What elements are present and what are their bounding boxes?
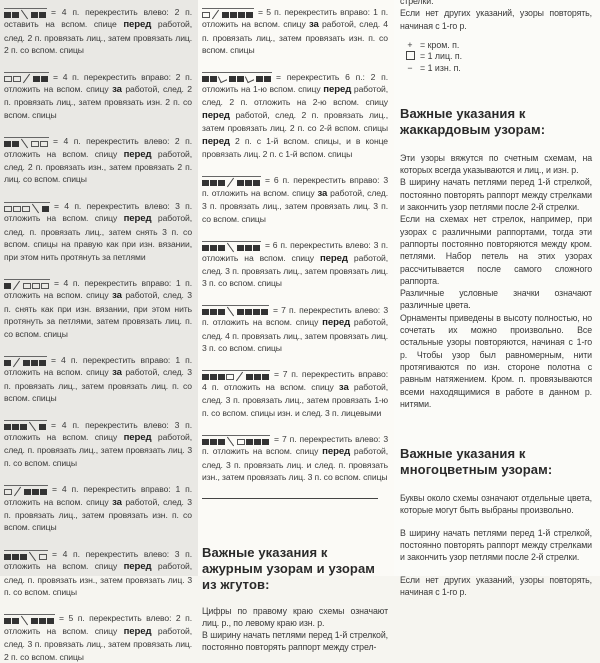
entry-text: = 4 п. перекрестить вправо: 1 п. отложить на вспом. спицу	[4, 354, 192, 378]
jacquard-paragraph: Если на схемах нет стрелок, например, при узорах с различными раппортами, тогда эти раппорты постоянно повторяются между кром. петлями. Набор петель на этих узорах рассчитывается после самого сложного раппорта.	[400, 214, 592, 286]
symbol-legend	[404, 40, 592, 74]
entry-text: работой, след. 3 п. провязать лиц. и след. п. провязать изн., затем провязать лиц. 3 п. со вспом. спицы	[202, 446, 389, 483]
emphasis-text: перед	[323, 84, 352, 96]
entry-text: работой, след. 4 п. провязать лиц., затем провязать лиц. 3 п. со вспом. спицы	[202, 317, 389, 353]
repeat-paragraph: Если нет других указаний, узоры повторять, начиная с 1-го р.	[400, 8, 592, 31]
jacquard-paragraph: Эти узоры вяжутся по счетным схемам, на которых всегда указываются и лиц., и изн. р.	[400, 152, 592, 176]
legend-row-knit	[404, 51, 592, 63]
entry-text: работой, след. 3 п. провязать лиц., затем провязать изн. п. со вспом. спицы	[4, 496, 192, 533]
entry-text: = 7 п. перекрестить влево: 3 п. отложить на вспом. спицу	[202, 433, 388, 457]
entry-text: = 6 п. перекрестить влево: 3 п. отложить на вспом. спицу	[202, 240, 388, 263]
emphasis-text: за	[112, 84, 122, 96]
entry-text: работой, след. 3 п. провязать лиц., затем провязать 1-ю п. со вспом. спицы изн. и след. 3 п. лицевыми	[202, 381, 388, 418]
entry-text: = 4 п. перекрестить вправо: 2 п. отложить на вспом. спицу	[4, 71, 192, 95]
cable-symbol-icon	[202, 176, 261, 186]
emphasis-text: за	[112, 367, 122, 379]
entry-text: работой, след. п. провязать лиц., затем снять 3 п. со вспом. спицы на правую как при изн. вязании, при этом нить протянуть за петлями	[4, 213, 192, 262]
entry-text: = 4 п. перекрестить влево: 3 п. отложить на вспом. спицу	[4, 419, 192, 442]
plus-icon: +	[407, 39, 413, 50]
cable-entry	[202, 71, 388, 161]
square-icon	[404, 51, 416, 63]
emphasis-text: перед	[123, 213, 152, 225]
entry-text: = 7 п. перекрестить влево: 3 п. отложить на вспом. спицу	[202, 304, 388, 328]
emphasis-text: перед	[123, 19, 152, 31]
entry-text: работой, след. п. провязать изн., затем провязать лиц. 3 п. со вспом. спицы	[4, 561, 192, 598]
right-column	[394, 0, 600, 597]
entry-text: работой, след. 3 п. провязать лиц., затем провязать лиц. 3 п. со вспом. спицы	[202, 252, 388, 289]
cable-entry	[4, 483, 192, 534]
emphasis-text: перед	[322, 317, 351, 329]
emphasis-text: перед	[123, 625, 152, 637]
entry-text: работой, след. 3 п. провязать лиц., затем провязать лиц. 3 п. со вспом. спицы	[202, 187, 388, 224]
multicolor-section-heading: Важные указания к многоцветным узорам:	[400, 446, 553, 478]
minus-icon: −	[407, 62, 413, 73]
cable-entry	[202, 433, 388, 484]
legend-row-edge	[404, 40, 592, 51]
cable-entry	[202, 368, 388, 419]
legend-label: = 1 лиц. п.	[420, 51, 463, 62]
emphasis-text: перед	[123, 561, 152, 573]
entry-text: = 7 п. перекрестить вправо: 4 п. отложить на вспом. спицу	[202, 369, 388, 392]
openwork-section-heading: Важные указания к ажурным узорам и узорам из жгутов:	[202, 544, 375, 592]
entry-text: = 4 п. перекрестить влево: 2 п. оставить на вспом. спице	[4, 7, 192, 30]
emphasis-text: перед	[123, 431, 152, 443]
entry-text: работой, след. 2 п. отложить на 2-ю вспом. спицу	[202, 84, 388, 108]
legend-label: = кром. п.	[420, 39, 460, 50]
cable-symbol-icon	[202, 72, 272, 82]
emphasis-text: перед	[202, 109, 230, 121]
entry-text: работой, след. 3 п. провязать лиц., затем провязать лиц. п. со вспом. спицы	[4, 367, 192, 404]
entry-text: работой, след. 2 п. провязать лиц., затем провязать лиц. 2 п. со 2-й вспом. спицы	[202, 109, 388, 134]
emphasis-text: перед	[322, 446, 351, 458]
multicolor-paragraph: В ширину начать петлями перед 1-й стрелкой, постоянно повторять раппорт между стрелками и закончить узор петлями после 2-й стрелки.	[400, 527, 592, 563]
entry-text: работой, след. п. провязать лиц., затем провязать лиц. 3 п. со вспом. спицы	[4, 431, 192, 468]
cable-entries-list	[202, 6, 388, 484]
entry-text: = 4 п. перекрестить влево: 3 п. отложить на вспом. спицу	[4, 548, 192, 572]
jacquard-section-heading: Важные указания к жаккардовым узорам:	[400, 105, 546, 137]
openwork-paragraph: В ширину начать петлями перед 1-й стрелкой, постоянно повторять раппорт между стрел-	[202, 630, 388, 653]
entry-text: = перекрестить 6 п.: 2 п. отложить на 1-ю вспом. спицу	[202, 71, 388, 95]
cable-entry	[202, 174, 388, 225]
cable-symbol-icon	[4, 72, 49, 82]
entry-text: работой, след. 3 п. снять как при изн. вязании, при этом нить протянуть за петлями, затем провязать лиц. п. со вспом. спицы	[4, 290, 192, 339]
multicolor-paragraph: Буквы около схемы означают отдельные цвета, которые могут быть выбраны произвольно.	[400, 493, 592, 516]
entry-text: = 6 п. перекрестить вправо: 3 п. отложить на вспом. спицу	[202, 175, 388, 198]
emphasis-text: за	[317, 187, 328, 199]
cable-entry	[202, 304, 388, 355]
entry-text: = 4 п. перекрестить влево: 2 п. отложить на вспом. спицу	[4, 136, 192, 159]
cable-entry	[4, 548, 192, 599]
entry-text: работой, след. 2 п. провязать лиц., затем провязать лиц. 2 п. со вспом. спицы	[4, 19, 192, 56]
emphasis-text: перед	[123, 148, 152, 160]
cable-entry	[202, 6, 388, 57]
cable-entry	[4, 612, 192, 663]
entry-text: = 4 п. перекрестить вправо: 1 п. отложить на вспом. спицу	[4, 277, 192, 301]
cable-entry	[4, 419, 192, 470]
entry-text: = 4 п. перекрестить вправо: 1 п. отложить на вспом. спицу	[4, 484, 192, 507]
multicolor-paragraph: Если нет других указаний, узоры повторять, начиная с 1-го р.	[400, 574, 592, 597]
emphasis-text: за	[112, 496, 122, 508]
emphasis-text: за	[112, 290, 122, 302]
cable-entry	[4, 277, 192, 340]
cable-entry	[4, 6, 192, 57]
cable-entry	[4, 200, 192, 263]
cable-symbol-icon	[202, 8, 254, 18]
cable-symbol-icon	[4, 614, 55, 624]
left-column	[0, 0, 198, 662]
entry-text: работой, след. 3 п. провязать лиц., затем провязать лиц. 2 п. со вспом. спицы	[4, 625, 192, 662]
emphasis-text: за	[338, 381, 349, 393]
cable-symbol-icon	[202, 370, 270, 380]
cable-symbol-icon	[4, 202, 50, 212]
cable-symbol-icon	[4, 485, 48, 495]
cable-symbol-icon	[4, 550, 48, 560]
middle-column	[198, 0, 394, 653]
cable-symbol-icon	[202, 241, 261, 251]
jacquard-paragraph: Различные условные значки означают различные цвета.	[400, 288, 592, 311]
entry-text: = 5 п. перекрестить влево: 2 п. отложить на вспом. спицу	[4, 613, 192, 636]
openwork-paragraph: Цифры по правому краю схемы означают лиц. р., по левому краю изн. р.	[202, 605, 388, 628]
cable-symbol-icon	[4, 137, 49, 147]
entry-text: 2 п. с 1-й вспом. спицы, и в конце провязать лиц. 2 п. с 1-й вспом. спицы	[202, 135, 388, 160]
entry-text: работой, след. 2 п. провязать лиц., затем провязать изн. 2 п. со вспом. спицы	[4, 84, 192, 120]
cable-symbol-icon	[4, 420, 47, 430]
entry-text: работой, след. 2 п. провязать изн., затем провязать 2 п. лиц. со вспом. спицы	[4, 148, 192, 185]
cable-entry	[4, 71, 192, 122]
emphasis-text: за	[308, 19, 319, 31]
entry-text: = 4 п. перекрестить влево: 3 п. отложить на вспом. спицу	[4, 200, 192, 224]
top-fragment: стрелки.	[400, 0, 434, 6]
cable-symbol-icon	[4, 356, 47, 366]
legend-label: = 1 изн. п.	[420, 62, 461, 73]
jacquard-paragraph: В ширину начать петлями перед 1-й стрелкой, постоянно повторять раппорт между стрелками и закончить узор петлями после 2-й стрелки.	[400, 177, 592, 213]
entry-text: = 5 п. перекрестить вправо: 1 п. отложить на вспом. спицу	[202, 7, 388, 30]
cable-entry	[4, 135, 192, 186]
entry-text: работой, след. 4 п. провязать лиц., затем провязать изн. п. со вспом. спицы	[202, 19, 388, 56]
emphasis-text: перед	[319, 252, 348, 264]
cable-symbol-icon	[202, 435, 270, 445]
cable-entry	[202, 239, 388, 290]
cable-symbol-icon	[4, 8, 47, 18]
cable-entry	[4, 354, 192, 405]
cable-symbol-icon	[202, 305, 269, 315]
jacquard-paragraph: Орнаменты приведены в высоту полностью, но сочетать их можно произвольно. Все остальные узоры повторяются, начиная с 1-го р. Чтобы узор был равномерным, нити протягиваются по изн. стороне полотна с равным натяжением. Кром. п. провязываются всеми находящимися в работе в данном р. нитями.	[400, 312, 592, 409]
legend-row-purl	[404, 63, 592, 74]
emphasis-text: перед	[202, 135, 230, 147]
cable-symbol-icon	[4, 279, 50, 289]
